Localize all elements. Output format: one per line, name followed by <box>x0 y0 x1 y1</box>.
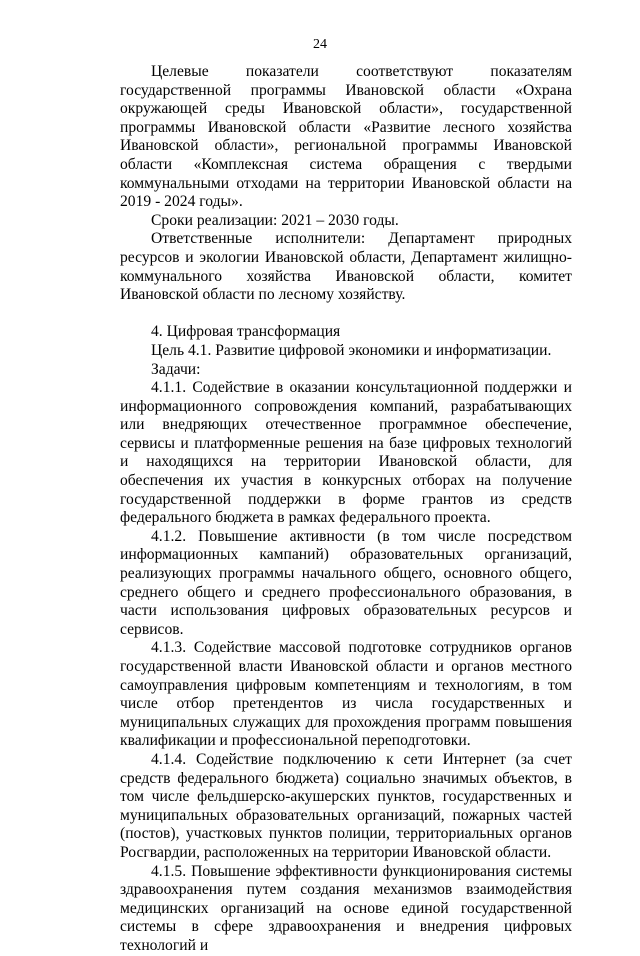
paragraph-target-indicators: Целевые показатели соответствуют показателям государственной программы Ивановской области «Охрана окружающей среды Ивановской области», государственной программы Ивановской области «Развитие лесного хозяйства Ивановской области», региональной программы Ивановской области «Комплексная система обращения с твердыми коммунальными отходами на территории Ивановской области на 2019 - 2024 годы». <box>120 63 572 211</box>
task-4-1-1: 4.1.1. Содействие в оказании консультационной поддержки и информационного сопровождения компаний, разрабатывающих или внедряющих отечественное программное обеспечение, сервисы и платформенные решения на базе цифровых технологий и находящихся на территории Ивановской области, для обеспечения их участия в конкурсных отборах на получение государственной поддержки в форме грантов из средств федерального бюджета в рамках федерального проекта. <box>120 379 572 527</box>
paragraph-responsible-executors: Ответственные исполнители: Департамент природных ресурсов и экологии Ивановской области, Департамент жилищно-коммунального хозяйства Ивановской области, комитет Ивановской области по лесному хозяйству. <box>120 230 572 304</box>
paragraph-implementation-period: Сроки реализации: 2021 – 2030 годы. <box>151 211 399 229</box>
document-body <box>120 63 572 956</box>
section-spacer <box>120 305 572 324</box>
task-4-1-2: 4.1.2. Повышение активности (в том числе посредством информационных кампаний) образовательных организаций, реализующих программы начального общего, основного общего, среднего общего и среднего профессионального образования, в части использования цифровых образовательных ресурсов и сервисов. <box>120 527 572 638</box>
page-number: 24 <box>313 37 327 52</box>
section-heading-digital-transformation: 4. Цифровая трансформация <box>151 323 341 341</box>
task-4-1-5: 4.1.5. Повышение эффективности функционирования системы здравоохранения путем создания механизмов взаимодействия медицинских организаций на основе единой государственной системы в сфере здравоохранения и внедрения цифровых технологий и <box>120 862 572 954</box>
goal-4-1: Цель 4.1. Развитие цифровой экономики и информатизации. <box>151 341 552 359</box>
task-4-1-4: 4.1.4. Содействие подключению к сети Интернет (за счет средств федерального бюджета) социально значимых объектов, в том числе фельдшерско-акушерских пунктов, государственных и муниципальных образовательных организаций, пожарных частей (постов), участковых пунктов полиции, территориальных органов Росгвардии, расположенных на территории Ивановской области. <box>120 750 572 861</box>
tasks-label: Задачи: <box>151 360 201 378</box>
task-4-1-3: 4.1.3. Содействие массовой подготовке сотрудников органов государственной власти Ивановской области и органов местного самоуправления цифровым компетенциям и технологиям, в том числе отбор претендентов из числа государственных и муниципальных служащих для прохождения программ повышения квалификации и профессиональной переподготовки. <box>120 639 572 750</box>
